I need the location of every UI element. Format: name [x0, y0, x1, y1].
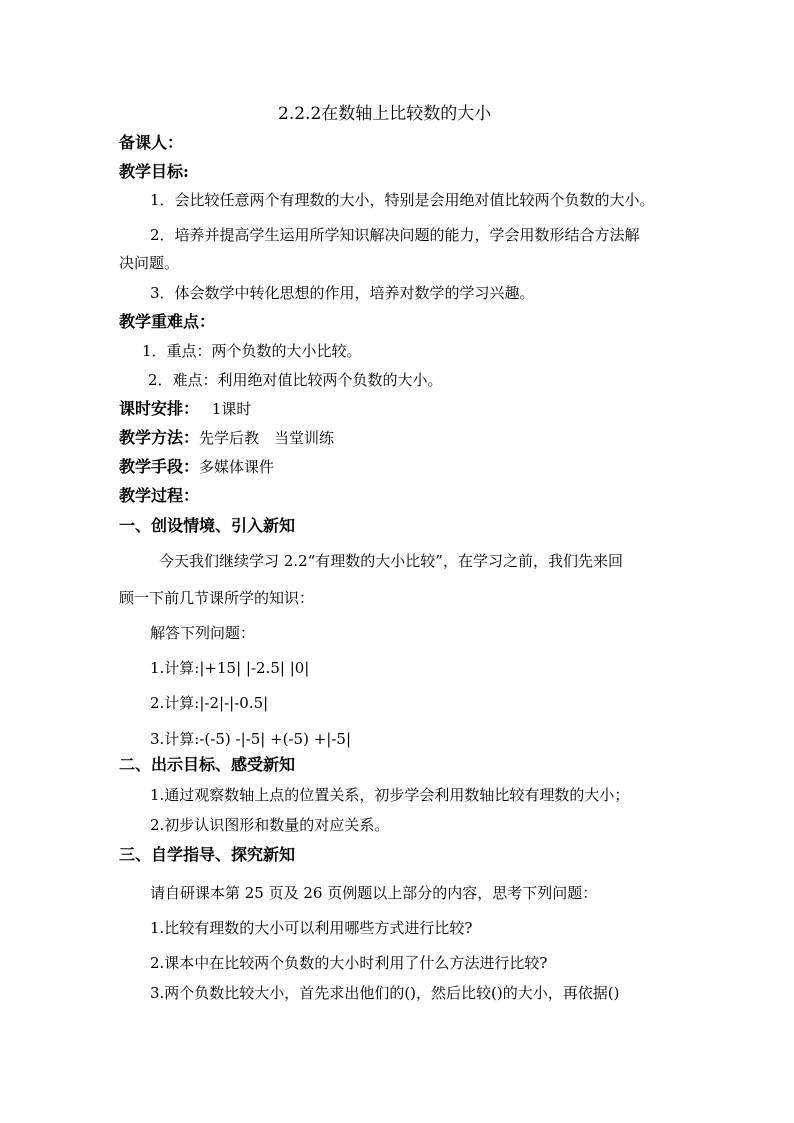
objective-line: 2．培养并提高学生运用所学知识解决问题的能力，学会用数形结合方法解	[150, 226, 640, 244]
section3-item: 3.两个负数比较大小，首先求出他们的()，然后比较()的大小，再依据()	[150, 984, 620, 1002]
objective-line: 决问题。	[119, 254, 180, 272]
section3-item: 2.课本中在比较两个负数的大小时利用了什么方法进行比较?	[150, 954, 548, 972]
schedule-label: 课时安排：	[119, 399, 200, 418]
process-heading: 教学过程：	[119, 486, 200, 505]
method-label: 教学方法：	[119, 428, 200, 447]
objectives-heading: 教学目标:	[119, 162, 189, 181]
means-value: 多媒体课件	[199, 458, 275, 476]
keypoint-line: 2．难点：利用绝对值比较两个负数的大小。	[148, 371, 443, 389]
section1-paragraph-line: 顾一下前几节课所学的知识：	[119, 589, 315, 607]
objective-line: 3．体会数学中转化思想的作用，培养对数学的学习兴趣。	[150, 284, 535, 302]
objective-line: 1．会比较任意两个有理数的大小，特别是会用绝对值比较两个负数的大小。	[150, 191, 655, 209]
section2-heading: 二、出示目标、感受新知	[119, 755, 296, 774]
section1-heading: 一、创设情境、引入新知	[119, 516, 296, 535]
method-value: 先学后教 当堂训练	[199, 429, 335, 447]
page-title: 2.2.2在数轴上比较数的大小	[278, 104, 492, 124]
section1-item: 1.计算:|+15| |-2.5| |0|	[150, 659, 310, 677]
section3-heading: 三、自学指导、探究新知	[119, 845, 296, 864]
section1-paragraph-line: 今天我们继续学习 2.2“有理数的大小比较”，在学习之前，我们先来回	[159, 552, 623, 570]
section3-item: 1.比较有理数的大小可以利用哪些方式进行比较?	[150, 919, 473, 937]
keypoints-heading: 教学重难点：	[119, 312, 216, 331]
schedule-value: 1课时	[211, 400, 252, 418]
section2-item: 2.初步认识图形和数量的对应关系。	[150, 816, 390, 834]
section1-prompt: 解答下列问题：	[150, 624, 256, 642]
method-row	[119, 428, 334, 448]
section2-item: 1.通过观察数轴上点的位置关系，初步学会利用数轴比较有理数的大小；	[150, 786, 630, 804]
schedule-row	[119, 399, 251, 419]
means-row	[119, 457, 274, 477]
section1-item: 3.计算:-(-5) -|-5| +(-5) +|-5|	[150, 730, 352, 748]
means-label: 教学手段：	[119, 457, 200, 476]
section1-item: 2.计算:|-2|-|-0.5|	[150, 694, 269, 712]
preparer-label: 备课人：	[119, 133, 184, 152]
keypoint-line: 1．重点：两个负数的大小比较。	[142, 342, 362, 360]
section3-intro: 请自研课本第 25 页及 26 页例题以上部分的内容，思考下列问题：	[150, 884, 598, 902]
